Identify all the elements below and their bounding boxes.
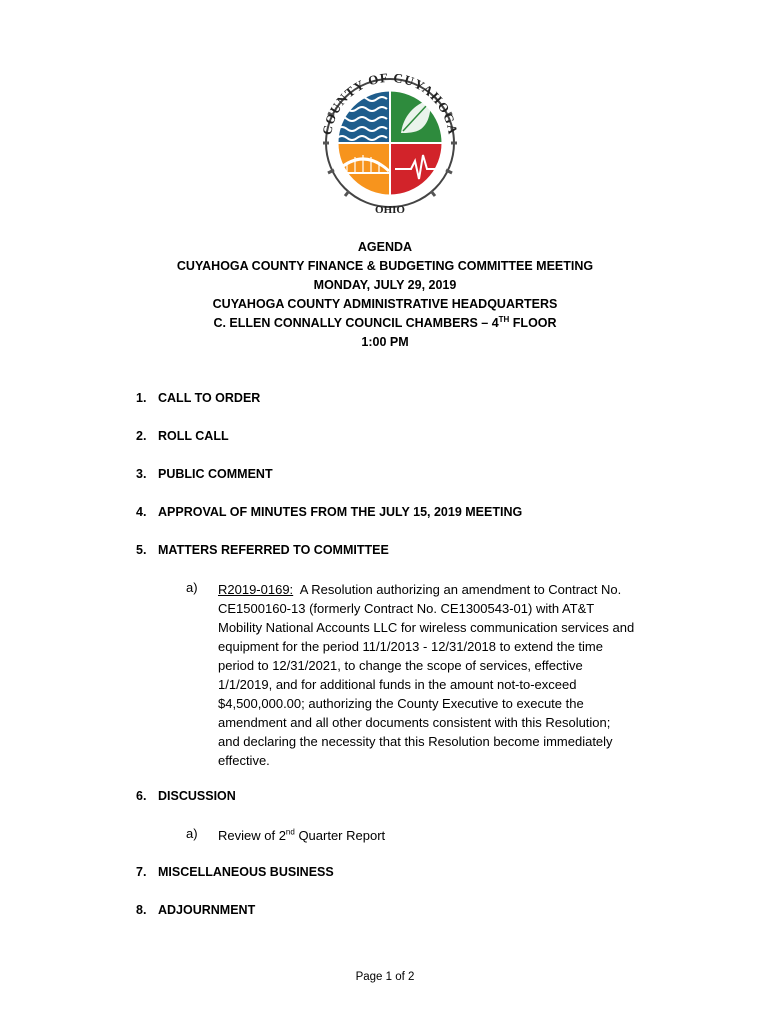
agenda-item: 4. APPROVAL OF MINUTES FROM THE JULY 15, 2019 MEETING [136,505,523,519]
discussion-text: Review of 2nd Quarter Report [218,827,386,843]
seal-top-text: COUNTY OF CUYAHOGA [319,69,461,137]
agenda-item: 7. MISCELLANEOUS BUSINESS [136,865,334,879]
county-seal [315,63,465,215]
agenda-item: 6. DISCUSSION [136,789,236,803]
agenda-item: 3. PUBLIC COMMENT [136,467,273,481]
agenda-item: 8. ADJOURNMENT [136,903,256,917]
agenda-item: 2. ROLL CALL [136,429,229,443]
agenda-title: AGENDA [357,240,413,254]
meeting-time: 1:00 PM [361,335,409,349]
resolution-text: R2019-0169: A Resolution authorizing an amendment to Contract No. CE1500160-13 (formerly Contract No. CE1300543-01) with AT&T Mobility National Accounts LLC for wireless communication services and equipment for the period 11/1/2013 - 12/31/2018 to extend the time period to 12/31/2021, to change the scope of services, effective 1/1/2019, and for additional funds in the amount not-to-exceed $4,500,000.00; authorizing the County Executive to execute the amendment and all other documents consistent with this Resolution; and declaring the necessity that this Resolution become immediately effective. [218,582,635,768]
meeting-location: CUYAHOGA COUNTY ADMINISTRATIVE HEADQUARTERS [212,297,558,311]
agenda-item: 5. MATTERS REFERRED TO COMMITTEE [136,543,389,557]
agenda-item: 1. CALL TO ORDER [136,391,261,405]
meeting-date: MONDAY, JULY 29, 2019 [313,278,457,292]
page-number: Page 1 of 2 [355,971,415,983]
agenda-header [0,238,770,352]
subitem-letter: a) [186,580,198,595]
resolution-id-link[interactable]: R2019-0169: [218,582,294,597]
meeting-room: C. ELLEN CONNALLY COUNCIL CHAMBERS – 4TH FLOOR [213,314,557,330]
meeting-name: CUYAHOGA COUNTY FINANCE & BUDGETING COMMITTEE MEETING [176,259,594,273]
seal-bottom-text: OHIO [375,204,405,215]
subitem-letter: a) [186,826,198,841]
